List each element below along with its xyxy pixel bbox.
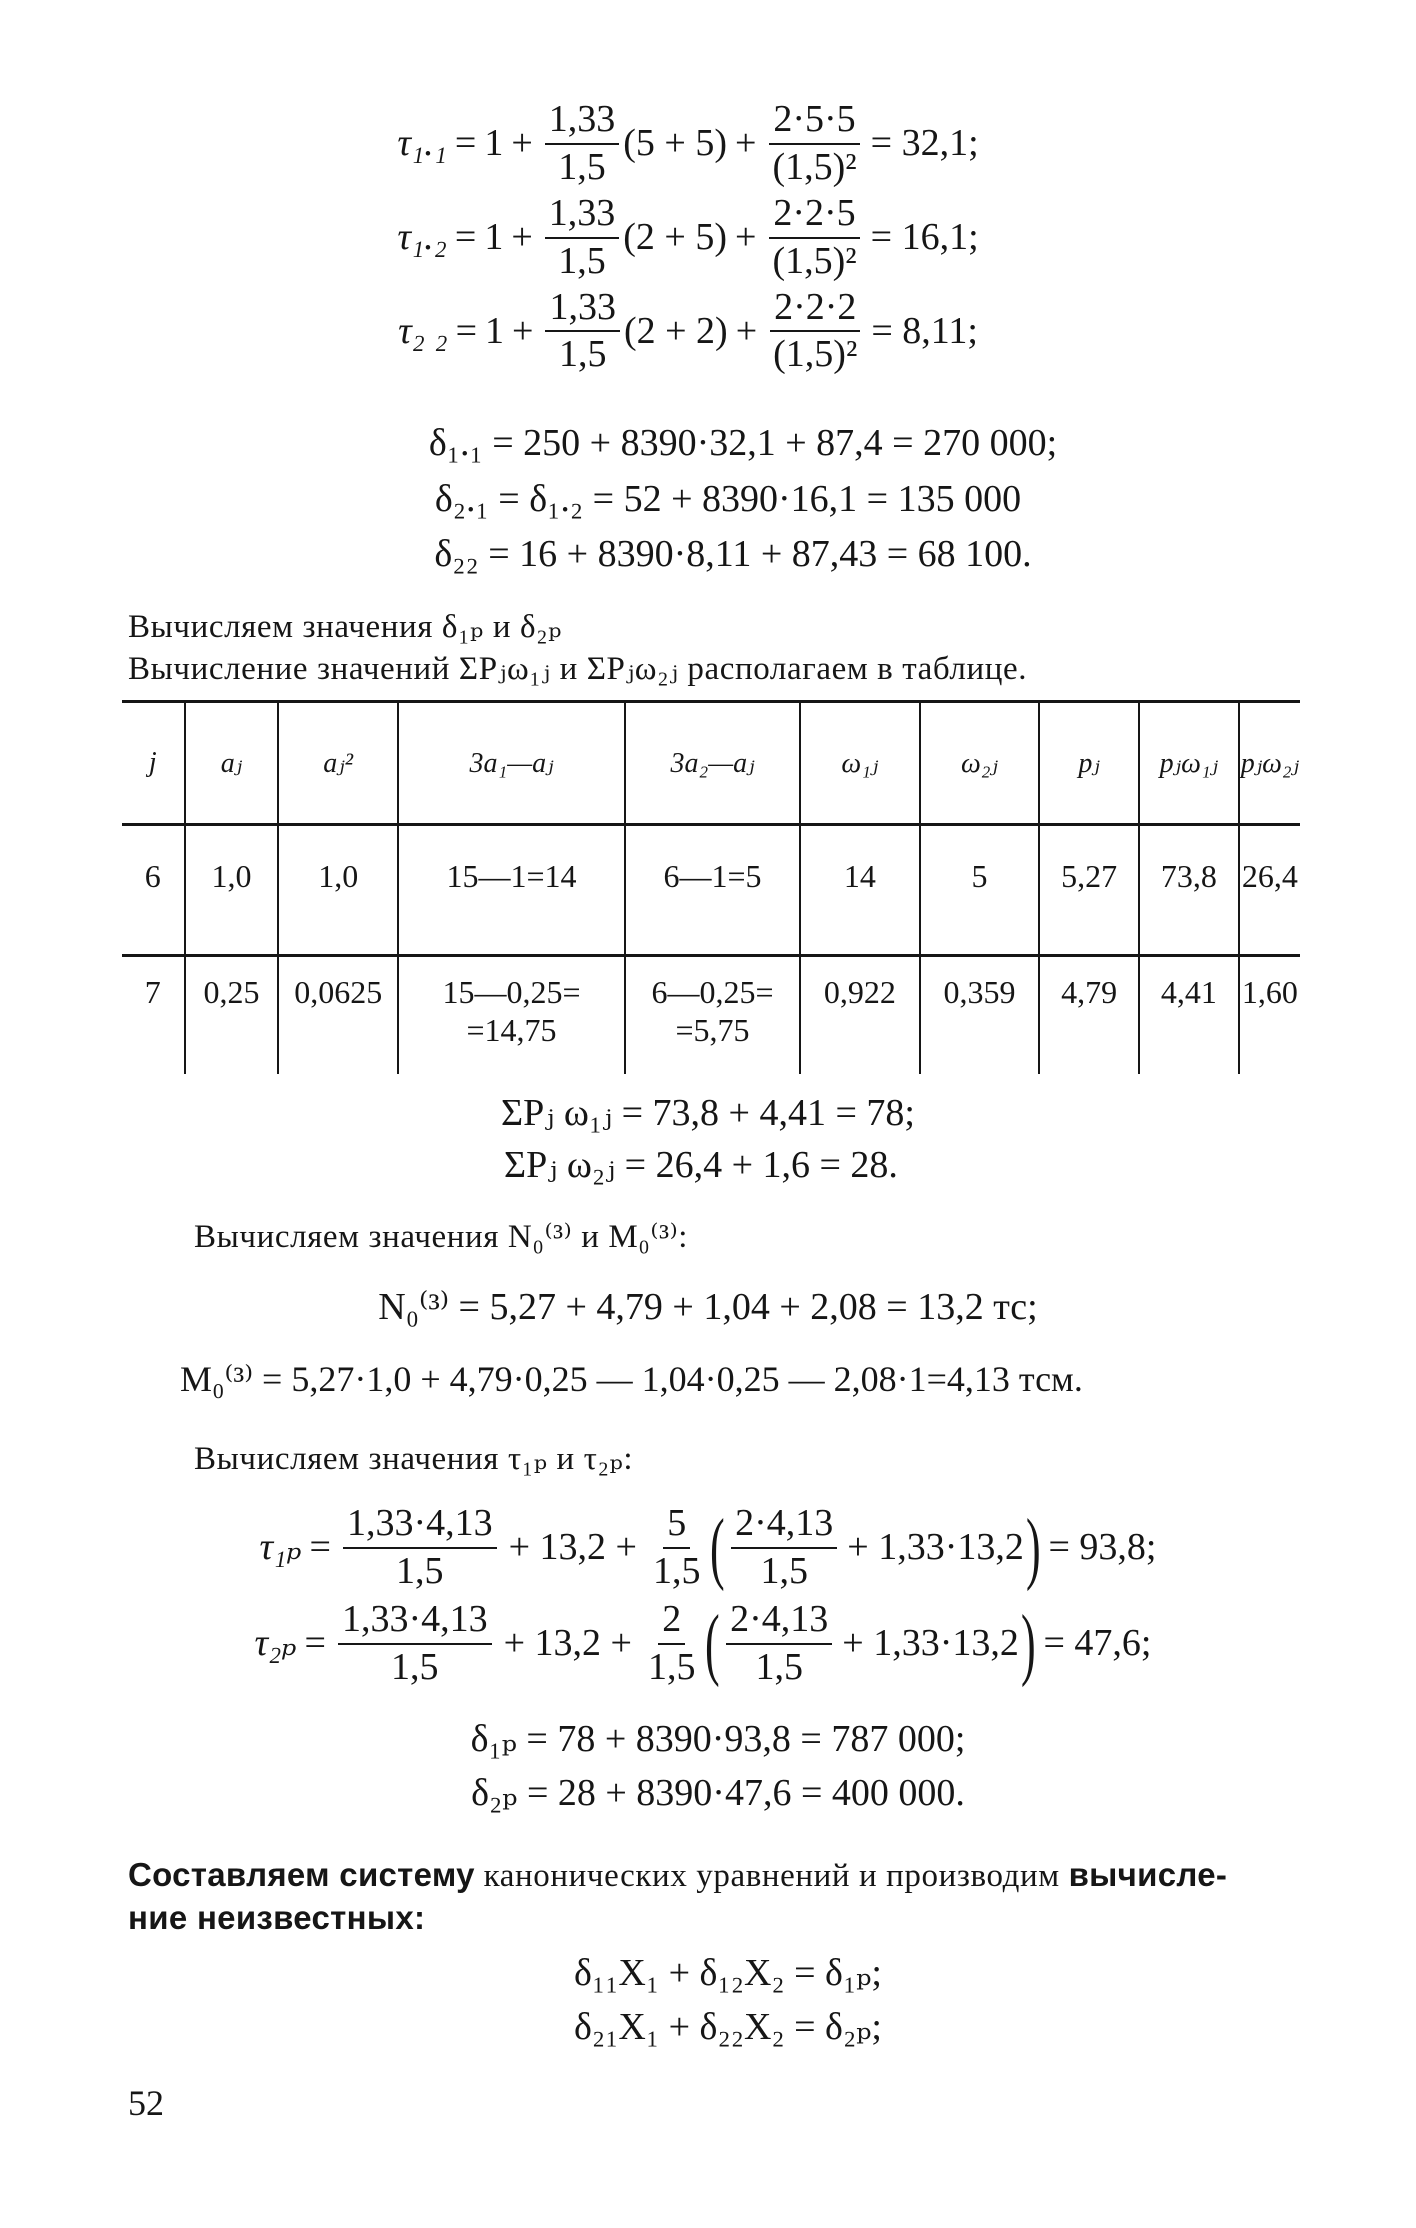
table-cell: 0,25 [185, 956, 279, 1075]
table-row [122, 956, 1300, 1075]
tau-term: 1 [485, 309, 505, 352]
fraction: $\frac{1,33}{1,5}$ [545, 288, 620, 376]
tau-p-result: = 47,6; [1043, 1621, 1152, 1664]
table-cell: 4,41 [1139, 956, 1239, 1075]
table-cell: 4,79 [1039, 956, 1139, 1075]
fraction: $\frac{1,33}{1,5}$ [545, 194, 620, 282]
tau-p-inner: + 1,33·13,2 [847, 1526, 1024, 1569]
table-cell: 5 [920, 825, 1040, 956]
fraction: $\frac{2\cdot 4,13}{1,5}$ [731, 1504, 837, 1592]
sum-line: ΣPⱼ ω₁ⱼ = 73,8 + 4,41 = 78; [501, 1092, 915, 1134]
tau-equation: τ₁.₂ = 1 + $\frac{1,33}{1,5}$ (2 + 5) + $\frac{2\cdot 2\cdot 5}{\text{(1,5)²}}$ = 16,1; [397, 191, 979, 282]
column-header: ω₁ⱼ [800, 702, 920, 825]
delta-line: δ₂₂ = 16 + 8390·8,11 + 87,43 = 68 100. [434, 533, 1032, 576]
table-cell: 0,922 [800, 956, 920, 1075]
system-line: δ₁₁X₁ + δ₁₂X₂ = δ₁ₚ; [574, 1952, 882, 1994]
fraction: $\frac{2}{1,5}$ [647, 1597, 696, 1688]
tau-term: 1 [484, 122, 504, 165]
system-intro-bold: Составляем систему [128, 1856, 475, 1893]
fraction: $\frac{5}{1,5}$ [652, 1502, 701, 1592]
table-cell: 6—0,25= =5,75 [625, 956, 800, 1075]
table-cell: 15—1=14 [398, 825, 625, 956]
delta-line: δ₁.₁ = 250 + 8390·32,1 + 87,4 = 270 000; [428, 422, 1058, 464]
delta-p-equations [0, 1718, 1416, 1815]
table-row [122, 825, 1300, 956]
system-line: δ₂₁X₁ + δ₂₂X₂ = δ₂ₚ; [574, 2005, 882, 2048]
column-header: pⱼ [1039, 702, 1139, 825]
tau-equations [0, 100, 1416, 375]
delta-equations [0, 422, 1416, 577]
tau-lhs: τ₁.₂ [397, 215, 447, 258]
tau-intro: Вычисляем значения τ₁ₚ и τ₂ₚ: [194, 1441, 634, 1477]
table-cell: 1,60 [1239, 956, 1300, 1075]
column-header: ω₂ⱼ [920, 702, 1040, 825]
table-header-row [122, 702, 1300, 825]
sum-line: ΣPⱼ ω₂ⱼ = 26,4 + 1,6 = 28. [504, 1143, 898, 1186]
column-header: 3a₁—aⱼ [398, 702, 625, 825]
tau-lhs: τ₁.₁ [397, 122, 447, 165]
fraction: $\frac{1,33}{1,5}$ [545, 100, 620, 188]
table-cell: 0,0625 [278, 956, 398, 1075]
delta-p-line: δ₂ₚ = 28 + 8390·47,6 = 400 000. [471, 1771, 965, 1814]
system-intro-bold: ние неизвестных: [128, 1899, 426, 1937]
intro-line: Вычисление значений ΣPⱼω₁ⱼ и ΣPⱼω₂ⱼ располагаем в таблице. [128, 651, 1028, 687]
fraction: $\frac{2\cdot 4,13}{1,5}$ [726, 1600, 832, 1688]
table-cell: 1,0 [185, 825, 279, 956]
table-cell: 73,8 [1139, 825, 1239, 956]
table-cell: 0,359 [920, 956, 1040, 1075]
system-equations [0, 1952, 1416, 2049]
table-cell: 6 [122, 825, 185, 956]
m-line: M₀⁽³⁾ = 5,27·1,0 + 4,79·0,25 — 1,04·0,25 — 2,08·1=4,13 тсм. [180, 1359, 1083, 1399]
tau-term: 1 [484, 215, 504, 258]
table-cell: 6—1=5 [625, 825, 800, 956]
values-table [122, 700, 1300, 1074]
tau-paren: (5 + 5) [623, 122, 727, 165]
tau-paren: (2 + 5) [623, 215, 727, 258]
fraction: $\frac{2\cdot 5\cdot 5}{\text{(1,5)²}}$ [768, 100, 860, 188]
tau-p-equation: τ₂ₚ = $\frac{1,33\cdot 4,13}{1,5}$ + 13,2 + $\frac{2}{1,5}$ ( $\frac{2\cdot 4,13}{1,5}$ + 1,33·13,2 ) = 47,6; [254, 1597, 1152, 1688]
delta-line: δ₂.₁ = δ₁.₂ = 52 + 8390·16,1 = 135 000 [434, 477, 1022, 520]
delta-p-line: δ₁ₚ = 78 + 8390·93,8 = 787 000; [470, 1718, 966, 1760]
n-equation [0, 1286, 1416, 1330]
tau-result: = 32,1; [870, 122, 979, 165]
table-cell: 15—0,25= =14,75 [398, 956, 625, 1075]
column-header: aⱼ² [278, 702, 398, 825]
fraction: $\frac{1,33\cdot 4,13}{1,5}$ [338, 1600, 492, 1688]
page-number: 52 [128, 2083, 164, 2123]
sum-equations [0, 1092, 1416, 1187]
tau-equation: τ₁.₁ = 1 + $\frac{1,33}{1,5}$ (5 + 5) + $\frac{2\cdot 5\cdot 5}{\text{(1,5)²}}$ = 32,1; [397, 98, 979, 188]
tau-p-middle: + 13,2 + [503, 1621, 632, 1664]
column-header: j [122, 702, 185, 825]
column-header: pⱼω₁ⱼ [1139, 702, 1239, 825]
tau-p-inner: + 1,33·13,2 [842, 1621, 1019, 1664]
tau-p-middle: + 13,2 + [508, 1526, 637, 1569]
tau-p-lhs: τ₂ₚ [254, 1621, 297, 1664]
tau-lhs: τ₂ ₂ [398, 309, 448, 352]
tau-result: = 8,11; [871, 309, 978, 352]
tau-equation: τ₂ ₂ = 1 + $\frac{1,33}{1,5}$ (2 + 2) + $\frac{2\cdot 2\cdot 2}{\text{(1,5)²}}$ = 8,11; [398, 285, 978, 376]
table-cell: 7 [144, 974, 161, 1010]
column-header: aⱼ [185, 702, 279, 825]
tau-paren: (2 + 2) [623, 309, 728, 352]
tau-result: = 16,1; [870, 215, 979, 258]
tau-p-equation: τ₁ₚ = $\frac{1,33\cdot 4,13}{1,5}$ + 13,2 + $\frac{5}{1,5}$ ( $\frac{2\cdot 4,13}{1,5}$ + 1,33·13,2 ) = 93,8; [259, 1502, 1157, 1592]
n-line: N₀⁽³⁾ = 5,27 + 4,79 + 1,04 + 2,08 = 13,2 тс; [378, 1286, 1038, 1328]
table-cell: 1,0 [278, 825, 398, 956]
system-intro-text: канонических уравнений и производим [474, 1858, 1069, 1894]
tau-p-equations [0, 1504, 1416, 1688]
system-intro [128, 1854, 1308, 1940]
table-cell: 5,27 [1039, 825, 1139, 956]
table-cell: 14 [800, 825, 920, 956]
system-intro-bold: вычисле- [1068, 1856, 1228, 1893]
fraction: $\frac{2\cdot 2\cdot 5}{\text{(1,5)²}}$ [768, 194, 860, 282]
fraction: $\frac{1,33\cdot 4,13}{1,5}$ [343, 1504, 497, 1592]
column-header: pⱼω₂ⱼ [1239, 702, 1300, 825]
table-cell: 26,4 [1239, 825, 1300, 956]
column-header: 3a₂—aⱼ [625, 702, 800, 825]
n-m-intro: Вычисляем значения N₀⁽³⁾ и M₀⁽³⁾: [194, 1219, 689, 1255]
tau-p-lhs: τ₁ₚ [259, 1526, 302, 1569]
tau-p-result: = 93,8; [1048, 1526, 1157, 1569]
intro-line: Вычисляем значения δ₁ₚ и δ₂ₚ [128, 609, 562, 645]
fraction: $\frac{2\cdot 2\cdot 2}{\text{(1,5)²}}$ [769, 288, 861, 376]
